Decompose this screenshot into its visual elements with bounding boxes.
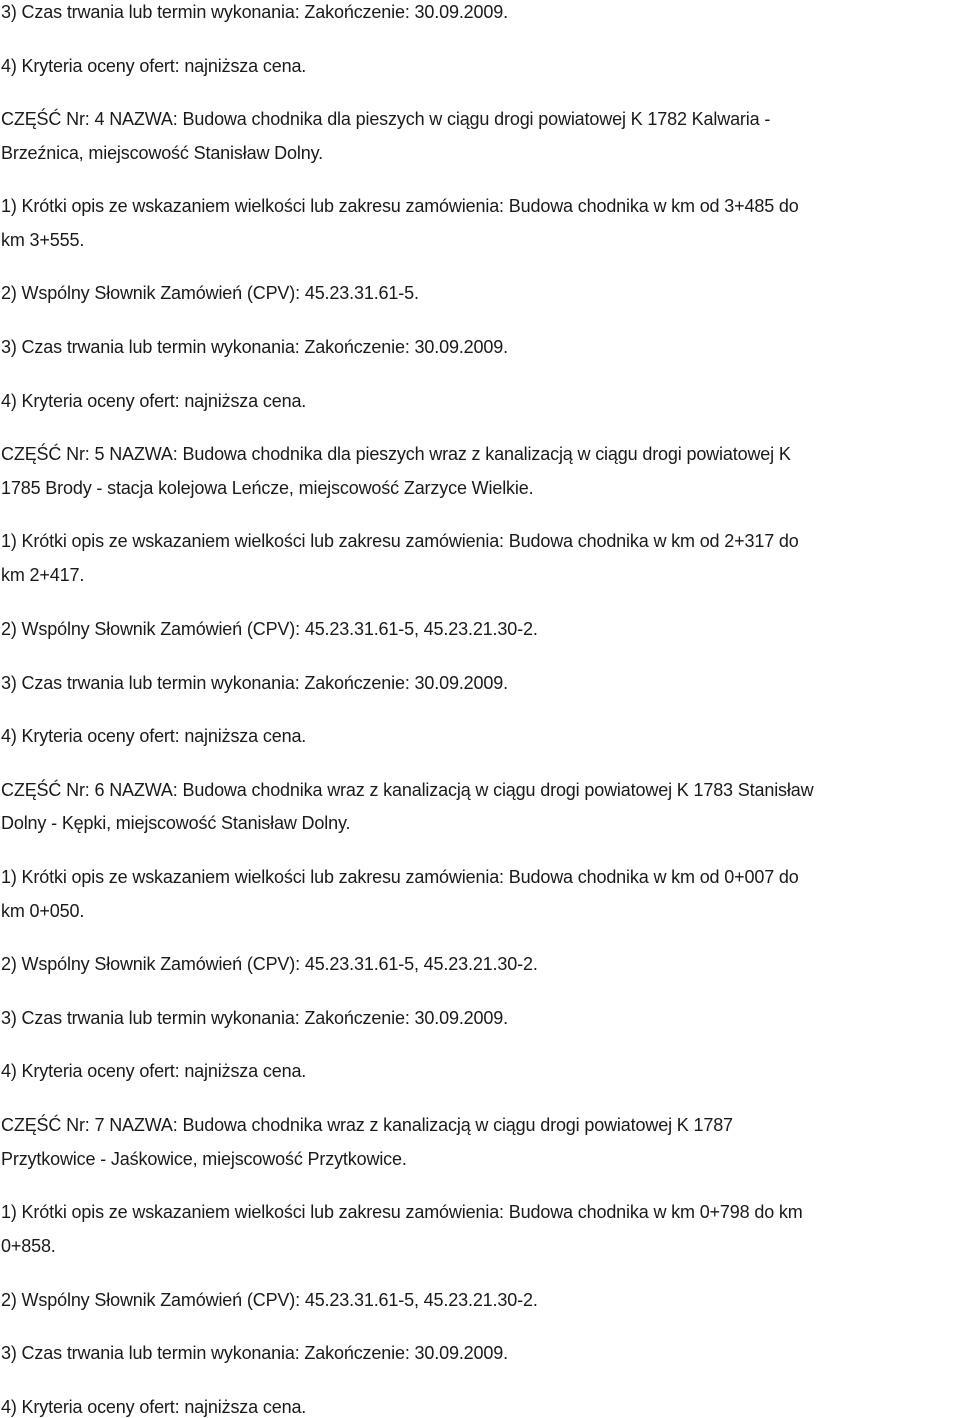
part-5-description-line-2: km 2+417.: [1, 565, 85, 585]
part-5-description-line-1: 1) Krótki opis ze wskazaniem wielkości lub zakresu zamówienia: Budowa chodnika w km od 2+317 do: [1, 531, 799, 551]
part-6-description-line-1: 1) Krótki opis ze wskazaniem wielkości lub zakresu zamówienia: Budowa chodnika w km od 0+007 do: [1, 867, 799, 887]
part-5-duration-text: 3) Czas trwania lub termin wykonania: Zakończenie: 30.09.2009.: [1, 673, 508, 693]
part-7-duration-text: 3) Czas trwania lub termin wykonania: Zakończenie: 30.09.2009.: [1, 1343, 508, 1363]
section-4-criteria-text: 4) Kryteria oceny ofert: najniższa cena.: [1, 56, 307, 76]
part-4-heading-line-1: CZĘŚĆ Nr: 4 NAZWA: Budowa chodnika dla pieszych w ciągu drogi powiatowej K 1782 Kalwaria -: [1, 109, 771, 129]
part-7-heading-line-2: Przytkowice - Jaśkowice, miejscowość Przytkowice.: [1, 1149, 407, 1169]
part-7-description-line-2: 0+858.: [1, 1236, 56, 1256]
part-5-heading-line-2: 1785 Brody - stacja kolejowa Leńcze, miejscowość Zarzyce Wielkie.: [1, 478, 534, 498]
section-3-duration-text: 3) Czas trwania lub termin wykonania: Zakończenie: 30.09.2009.: [1, 2, 508, 22]
part-5-heading-line-1: CZĘŚĆ Nr: 5 NAZWA: Budowa chodnika dla pieszych wraz z kanalizacją w ciągu drogi powiatowej K: [1, 444, 791, 464]
part-7-cpv-text: 2) Wspólny Słownik Zamówień (CPV): 45.23.31.61-5, 45.23.21.30-2.: [1, 1290, 538, 1310]
part-6-cpv-text: 2) Wspólny Słownik Zamówień (CPV): 45.23.31.61-5, 45.23.21.30-2.: [1, 954, 538, 974]
part-5-cpv-text: 2) Wspólny Słownik Zamówień (CPV): 45.23.31.61-5, 45.23.21.30-2.: [1, 619, 538, 639]
part-4-heading-line-2: Brzeźnica, miejscowość Stanisław Dolny.: [1, 143, 323, 163]
part-6-duration-text: 3) Czas trwania lub termin wykonania: Zakończenie: 30.09.2009.: [1, 1008, 508, 1028]
part-6-heading-line-1: CZĘŚĆ Nr: 6 NAZWA: Budowa chodnika wraz z kanalizacją w ciągu drogi powiatowej K 1783 Stanisław: [1, 780, 814, 800]
part-6-criteria-text: 4) Kryteria oceny ofert: najniższa cena.: [1, 1061, 307, 1081]
part-7-heading-line-1: CZĘŚĆ Nr: 7 NAZWA: Budowa chodnika wraz z kanalizacją w ciągu drogi powiatowej K 1787: [1, 1115, 733, 1135]
part-4-description-line-1: 1) Krótki opis ze wskazaniem wielkości lub zakresu zamówienia: Budowa chodnika w km od 3+485 do: [1, 196, 799, 216]
part-7-description-line-1: 1) Krótki opis ze wskazaniem wielkości lub zakresu zamówienia: Budowa chodnika w km 0+798 do km: [1, 1202, 803, 1222]
part-4-criteria-text: 4) Kryteria oceny ofert: najniższa cena.: [1, 391, 307, 411]
part-6-heading-line-2: Dolny - Kępki, miejscowość Stanisław Dolny.: [1, 813, 351, 833]
part-6-description-line-2: km 0+050.: [1, 901, 85, 921]
part-4-description-line-2: km 3+555.: [1, 230, 85, 250]
part-4-cpv-text: 2) Wspólny Słownik Zamówień (CPV): 45.23.31.61-5.: [1, 283, 419, 303]
part-5-criteria-text: 4) Kryteria oceny ofert: najniższa cena.: [1, 726, 307, 746]
part-7-criteria-text: 4) Kryteria oceny ofert: najniższa cena.: [1, 1397, 307, 1417]
part-4-duration-text: 3) Czas trwania lub termin wykonania: Zakończenie: 30.09.2009.: [1, 337, 508, 357]
